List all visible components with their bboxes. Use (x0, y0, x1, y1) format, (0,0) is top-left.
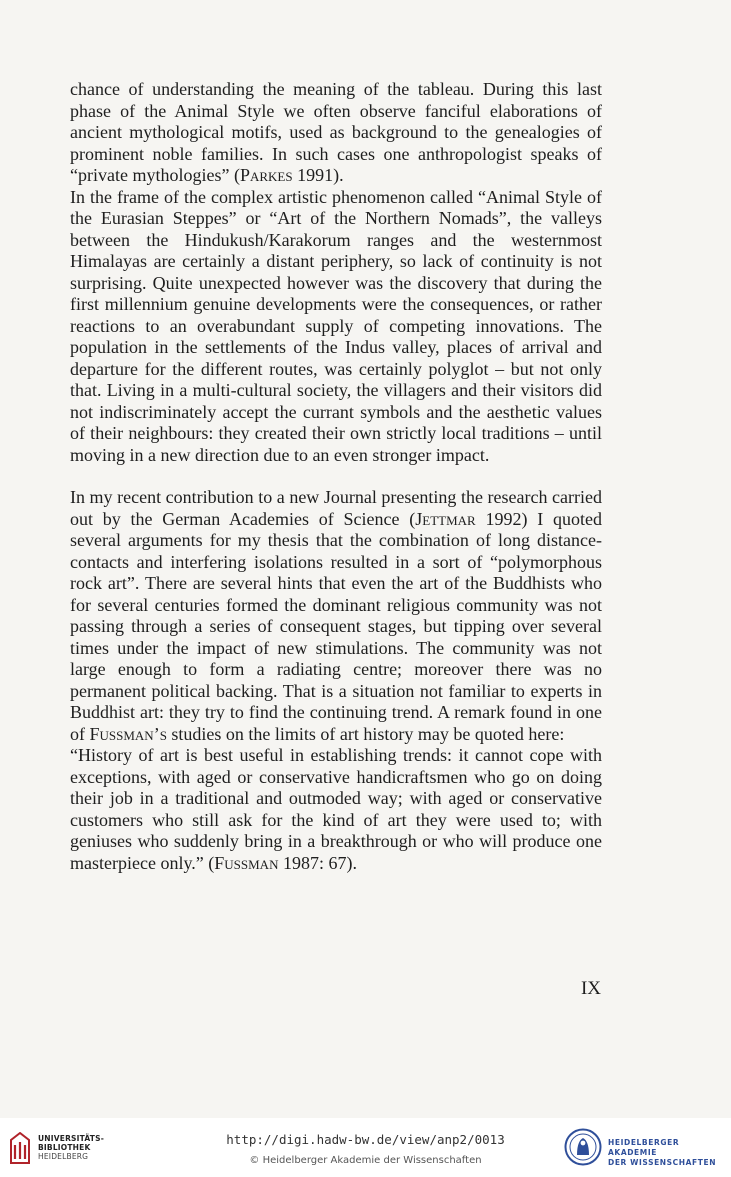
citation-fussman-year: 1987: 67). (278, 852, 357, 873)
page-url-link[interactable]: http://digi.hadw-bw.de/view/anp2/0013 (226, 1132, 505, 1147)
academy-line-1: HEIDELBERGER AKADEMIE (608, 1138, 680, 1157)
paragraph-2: In the frame of the complex artistic phenomenon called “Animal Style of the Eurasian Steppes” or “Art of the Northern Nomads”, the valleys between the Hindukush/Karakorum ranges and the westernmost Himalayas are certainly a distant periphery, so lack of continuity is not surprising. Quite unexpected however was the discovery that during the first millennium genuine developments were the consequences, or rather reactions to an overabundant supply of competing innovations. The population in the settlements of the Indus valley, places of arrival and departure for the different routes, was certainly polyglot – but not only that. Living in a multi-cultural society, the villagers and their visitors did not indiscriminately accept the currant symbols and the aesthetic values of their neighbours: they created their own strictly local traditions – until moving in a new direction due to an even stronger impact. (70, 186, 602, 465)
citation-jettmar: Jettmar (415, 508, 476, 529)
page-number: IX (580, 978, 601, 999)
citation-parkes-year: 1991). (292, 165, 344, 185)
main-text (70, 79, 602, 874)
paragraph-4-quote (70, 745, 602, 874)
paragraph-1 (70, 79, 602, 187)
ub-line-2: BIBLIOTHEK (38, 1143, 91, 1152)
paragraph-1-text: chance of understanding the meaning of the tableau. During this last phase of the Animal Style we often observe fanciful elaborations of ancient mythological motifs, used as background to the genealogies of prominent noble families. In such cases one anthropologist speaks of “private mythologies” ( (70, 79, 602, 185)
academy-line-2: DER WISSENSCHAFTEN (608, 1158, 717, 1167)
ub-line-1: UNIVERSITÄTS- (38, 1134, 105, 1143)
copyright-notice: © Heidelberger Akademie der Wissenschaften (249, 1155, 482, 1166)
citation-fussman: Fussman’s (89, 723, 167, 744)
citation-fussman-quote: Fussman (214, 852, 279, 873)
academy-seal-icon[interactable] (564, 1128, 602, 1166)
paragraph-3-text-a: In my recent contribution to a new Journal presenting the research carried out by the German Academies of Science ( (70, 487, 602, 529)
citation-parkes: Parkes (239, 165, 293, 185)
paragraph-3-text-b: 1992) I quoted several arguments for my thesis that the combination of long distance-contacts and interfering isolations resulted in a sort of “polymorphous rock art”. There are several hints that even the art of the Buddhists who for several centuries formed the dominant religious community was not passing through a series of consequent stages, but tipping over several times under the impact of new stimulations. The community was not large enough to form a radiating centre; moreover there was no permanent political backing. That is a situation not familiar to experts in Buddhist art: they try to find the continuing trend. A remark found in one of (70, 508, 602, 744)
paragraph-3 (70, 487, 602, 745)
paragraph-3-text-c: studies on the limits of art history may be quoted here: (166, 723, 565, 744)
ub-line-3: HEIDELBERG (38, 1152, 89, 1161)
footer-bar (0, 1118, 731, 1177)
academy-name[interactable] (608, 1138, 731, 1168)
quote-text: “History of art is best useful in establishing trends: it cannot cope with exceptions, with aged or conservative handicraftsmen who go on doing their job in a traditional and outmoded way; with aged or conservative customers who still ask for the kind of art they were used to; with geniuses who suddenly bring in a breakthrough or who will produce one masterpiece only.” ( (70, 745, 602, 873)
